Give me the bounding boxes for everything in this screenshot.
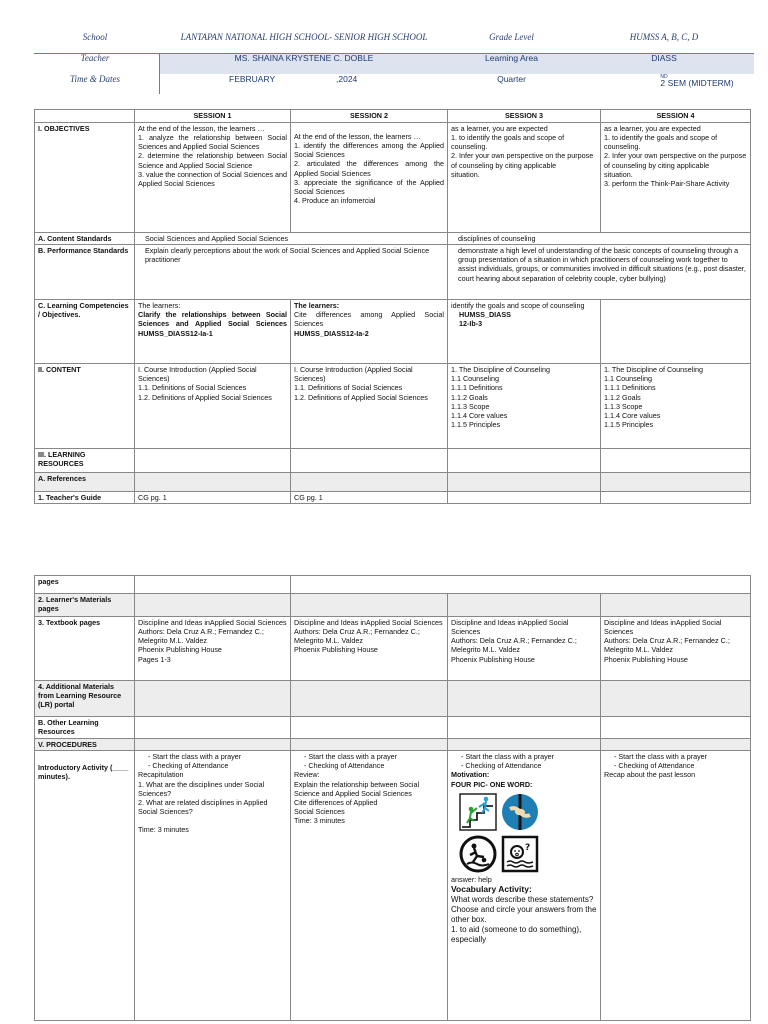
content-standards-row [35, 233, 751, 245]
content-s2: I. Course Introduction (Applied Social Sciences) 1.1. Definitions of Social Sciences 1.2. Definitions of Applied Social Sciences [291, 364, 448, 449]
additional-s3 [448, 681, 601, 717]
other-s3 [448, 717, 601, 739]
header-blank [35, 110, 135, 123]
vocabulary-activity-title: Vocabulary Activity: [451, 883, 532, 894]
content-standards-s12: Social Sciences and Applied Social Sciences [135, 233, 448, 245]
other-s1 [135, 717, 291, 739]
learners-s3 [448, 594, 601, 617]
pages-s1 [135, 576, 291, 594]
competencies-s2-text: Cite differences among Applied Social Sciences [294, 310, 444, 329]
vocabulary-instructions: What words describe these statements? Choose and circle your answers from the other box. 1. to aid (someone to do something), especially [451, 894, 597, 945]
intro-s1-text: Recapitulation 1. What are the disciplines under Social Sciences? 2. What are related disciplines in Applied Social Sciences? Time: 3 minutes [138, 770, 268, 835]
additional-s1 [135, 681, 291, 717]
learners-materials-row [35, 594, 751, 617]
competencies-s3-text: identify the goals and scope of counseling [451, 301, 585, 311]
textbook-s1: Discipline and Ideas inApplied Social Sciences Authors: Dela Cruz A.R.; Fernandez C.; Melegrito M.L. Valdez Phoenix Publishing House Pages 1-3 [135, 617, 291, 681]
learners-s2 [291, 594, 448, 617]
water-danger-icon [501, 835, 539, 873]
learners-materials-label: 2. Learner's Materials pages [35, 594, 135, 617]
content-standards-label: A. Content Standards [35, 233, 135, 245]
learners-s4 [601, 594, 751, 617]
competencies-s2 [291, 300, 448, 364]
grade-value: HUMSS A, B, C, D [629, 32, 699, 42]
four-pic-one-word-label: FOUR PIC- ONE WORD: [451, 779, 533, 789]
quarter-rest: SEM (MIDTERM) [667, 78, 734, 88]
additional-materials-label: 4. Additional Materials from Learning Resource (LR) portal [35, 681, 135, 717]
school-label: School [82, 32, 108, 42]
performance-standards-s12: Explain clearly perceptions about the work of Social Sciences and Applied Social Science practitioner [135, 245, 448, 300]
content-s1: I. Course Introduction (Applied Social Sciences) 1.1. Definitions of Social Sciences 1.2. Definitions of Applied Social Sciences [135, 364, 291, 449]
other-s2 [291, 717, 448, 739]
time-year: ,2024 [336, 74, 358, 84]
teachers-guide-s1: CG pg. 1 [135, 492, 291, 504]
session-header-row [35, 110, 751, 123]
intro-s1 [135, 751, 291, 1021]
four-pic-grid [459, 793, 541, 873]
objectives-s3: as a learner, you are expected 1. to identify the goals and scope of counseling. 2. Infer your own perspective on the purpose of counseling by citing applicable situation. [448, 123, 601, 233]
intro-s3 [448, 751, 601, 1021]
competencies-s1 [135, 300, 291, 364]
resources-row [35, 449, 751, 473]
teacher-value: MS. SHAINA KRYSTENE C. DOBLE [234, 53, 374, 63]
other-resources-label: B. Other Learning Resources [35, 717, 135, 739]
svg-text:?: ? [525, 842, 531, 853]
textbook-s4: Discipline and Ideas inApplied Social Sciences Authors: Dela Cruz A.R.; Fernandez C.; Melegrito M.L. Valdez Phoenix Publishing House [601, 617, 751, 681]
lesson-plan-table-1 [34, 109, 751, 504]
textbook-s2: Discipline and Ideas inApplied Social Sciences Authors: Dela Cruz A.R.; Fernandez C.; Melegrito M.L. Valdez Phoenix Publishing House [291, 617, 448, 681]
intro-s3-bullet-attendance: - Checking of Attendance [461, 761, 542, 771]
session-4-header: SESSION 4 [601, 110, 751, 123]
references-s1 [135, 473, 291, 492]
motivation-label: Motivation: [451, 770, 490, 780]
intro-s2-text: Review: Explain the relationship between Social Science and Applied Social Sciences Cite differences of Applied Social Sciences Time: 3 minutes [294, 770, 420, 826]
additional-s2 [291, 681, 448, 717]
teachers-guide-row [35, 492, 751, 504]
competencies-s1-text: Clarify the relationships between Social Sciences and Applied Social Sciences HUMSS_DIASS12-Ia-1 [138, 310, 287, 338]
textbook-row [35, 617, 751, 681]
procedures-label: V. PROCEDURES [35, 739, 135, 751]
session-1-header: SESSION 1 [135, 110, 291, 123]
performance-standards-row [35, 245, 751, 300]
intro-s4-bullet-prayer: - Start the class with a prayer [614, 752, 708, 762]
additional-s4 [601, 681, 751, 717]
drowning-rescue-icon [459, 835, 497, 873]
resources-label: III. LEARNING RESOURCES [35, 449, 135, 473]
objectives-s4: as a learner, you are expected 1. to identify the goals and scope of counseling. 2. Infer your own perspective on the purpose of counseling by citing applicable situation. 3. perform the Think-Pair-Share Activity [601, 123, 751, 233]
time-label: Time & Dates [69, 74, 120, 84]
intro-s4-text: Recap about the past lesson [604, 770, 696, 780]
intro-s4-bullet-attendance: - Checking of Attendance [614, 761, 695, 771]
procedures-s1 [135, 739, 291, 751]
intro-s2-bullet-prayer: - Start the class with a prayer [304, 752, 398, 762]
objectives-label: I. OBJECTIVES [35, 123, 135, 233]
answer-text: answer: help [451, 874, 492, 884]
quarter-label: Quarter [497, 74, 526, 84]
pages-row [35, 576, 751, 594]
resources-s1 [135, 449, 291, 473]
resources-s2 [291, 449, 448, 473]
references-label: A. References [35, 473, 135, 492]
teachers-guide-s2: CG pg. 1 [291, 492, 448, 504]
intro-s2-bullet-attendance: - Checking of Attendance [304, 761, 385, 771]
references-s4 [601, 473, 751, 492]
procedures-s2 [291, 739, 448, 751]
references-row [35, 473, 751, 492]
performance-standards-s34: demonstrate a high level of understanding of the basic concepts of counseling through a group presentation of a situation in which practitioners of counseling work together to assist individuals, groups, or communities involved in difficult situations (e.g., post disaster, court hearing about separation of celebrity couple, cyber bullying) [448, 245, 751, 300]
climbing-help-icon [459, 793, 497, 831]
objectives-s2: At the end of the lesson, the learners … 1. identify the differences among the Applied Social Sciences 2. articulated the differences among the Applied Social Sciences 3. appreciate the significance of the Applied Social Sciences 4. Produce an infomercial [291, 123, 448, 233]
resources-s4 [601, 449, 751, 473]
learners-s1 [135, 594, 291, 617]
competencies-s3 [448, 300, 601, 364]
content-s3: 1. The Discipline of Counseling 1.1 Counseling 1.1.1 Definitions 1.1.2 Goals 1.1.3 Scope 1.1.4 Core values 1.1.5 Principles [448, 364, 601, 449]
intro-s1-bullet-attendance: - Checking of Attendance [148, 761, 229, 771]
header-row-teacher [34, 49, 754, 70]
competencies-s2-intro: The learners: [294, 301, 340, 311]
objectives-row [35, 123, 751, 233]
content-label: II. CONTENT [35, 364, 135, 449]
references-s3 [448, 473, 601, 492]
other-s4 [601, 717, 751, 739]
additional-materials-row [35, 681, 751, 717]
content-row [35, 364, 751, 449]
quarter-sup: ND [660, 74, 668, 81]
competencies-label: C. Learning Competencies / Objectives. [35, 300, 135, 364]
quarter-value [579, 74, 749, 88]
competencies-s4 [601, 300, 751, 364]
handshake-icon [501, 793, 539, 831]
references-s2 [291, 473, 448, 492]
other-resources-row [35, 717, 751, 739]
pages-s234 [291, 576, 751, 594]
quarter-num: 2 [660, 78, 666, 88]
textbook-label: 3. Textbook pages [35, 617, 135, 681]
lesson-plan-table-2 [34, 575, 751, 1021]
grade-label: Grade Level [489, 32, 534, 42]
lesson-header [34, 28, 754, 91]
header-row-time [34, 70, 754, 91]
area-label: Learning Area [485, 53, 538, 63]
area-value: DIASS [651, 53, 677, 63]
teachers-guide-s3 [448, 492, 601, 504]
header-row-school [34, 28, 754, 49]
intro-s1-bullet-prayer: - Start the class with a prayer [148, 752, 242, 762]
intro-s3-bullet-prayer: - Start the class with a prayer [461, 752, 555, 762]
teacher-label: Teacher [80, 53, 110, 63]
competencies-s3-code: HUMSS_DIASS 12-Ib-3 [459, 310, 511, 329]
pages-label: pages [35, 576, 135, 594]
procedures-s4 [601, 739, 751, 751]
textbook-s3: Discipline and Ideas inApplied Social Sciences Authors: Dela Cruz A.R.; Fernandez C.; Melegrito M.L. Valdez Phoenix Publishing House [448, 617, 601, 681]
content-standards-s34: disciplines of counseling [448, 233, 751, 245]
session-2-header: SESSION 2 [291, 110, 448, 123]
introductory-activity-row [35, 751, 751, 1021]
competencies-s2-code: HUMSS_DIASS12-Ia-2 [294, 328, 369, 338]
introductory-activity-label: Introductory Activity (____ minutes). [35, 751, 135, 1021]
intro-s4 [601, 751, 751, 1021]
performance-standards-label: B. Performance Standards [35, 245, 135, 300]
teachers-guide-s4 [601, 492, 751, 504]
time-month: FEBRUARY [229, 74, 276, 84]
resources-s3 [448, 449, 601, 473]
intro-s2 [291, 751, 448, 1021]
school-value: LANTAPAN NATIONAL HIGH SCHOOL- SENIOR HIGH SCHOOL [180, 32, 428, 42]
competencies-s1-intro: The learners: [138, 301, 181, 311]
session-3-header: SESSION 3 [448, 110, 601, 123]
procedures-s3 [448, 739, 601, 751]
teachers-guide-label: 1. Teacher's Guide [35, 492, 135, 504]
objectives-s1: At the end of the lesson, the learners … 1. analyze the relationship between Social Sciences and Applied Social Sciences 2. determine the relationship between Social Science and Applied Social Science 3. value the connection of Social Sciences and Applied Social Sciences [135, 123, 291, 233]
competencies-row [35, 300, 751, 364]
procedures-row [35, 739, 751, 751]
content-s4: 1. The Discipline of Counseling 1.1 Counseling 1.1.1 Definitions 1.1.2 Goals 1.1.3 Scope 1.1.4 Core values 1.1.5 Principles [601, 364, 751, 449]
